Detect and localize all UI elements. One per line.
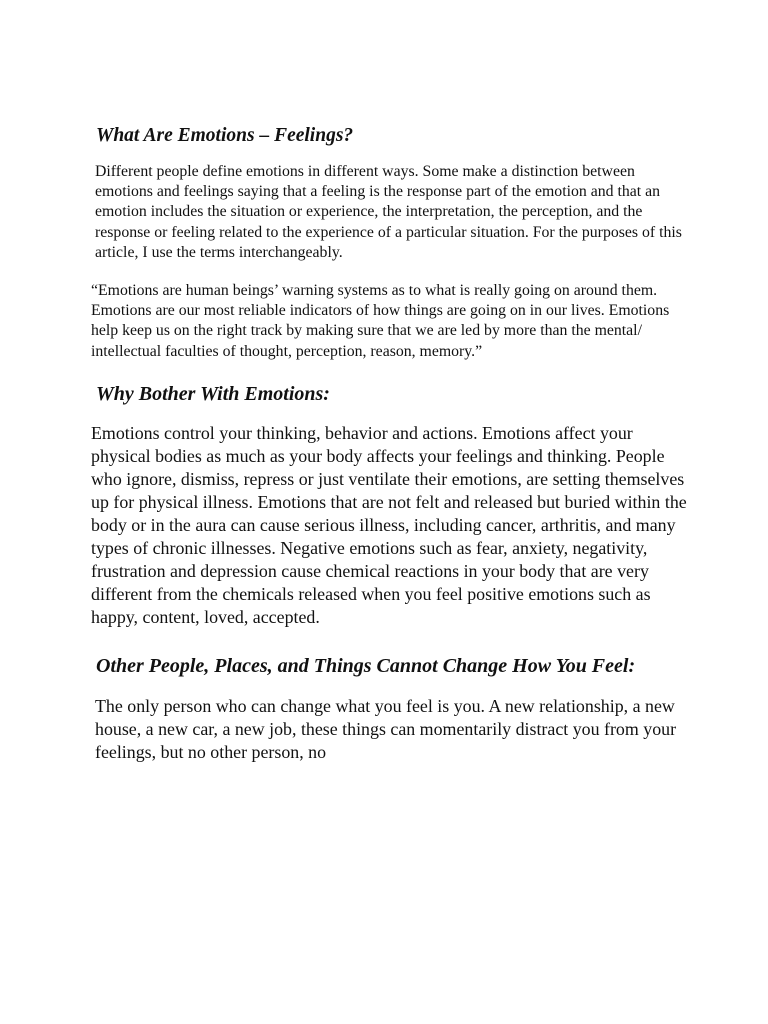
section-heading-emotions-feelings: What Are Emotions – Feelings?	[96, 125, 354, 146]
section-heading-why-bother: Why Bother With Emotions:	[96, 382, 330, 405]
paragraph-why-bother: Emotions control your thinking, behavior and actions. Emotions affect your physical bodies as much as your body affects your feelings and thinking. People who ignore, dismiss, repress or just ventilate their emotions, are setting themselves up for physical illness. Emotions that are not felt and released but buried within the body or in the aura can cause serious illness, including cancer, arthritis, and many types of chronic illnesses. Negative emotions such as fear, anxiety, negativity, frustration and depression cause chemical reactions in your body that are very different from the chemicals released when you feel positive emotions such as happy, content, loved, accepted.	[91, 422, 687, 627]
paragraph-quote: “Emotions are human beings’ warning systems as to what is really going on around them. Emotions are our most reliable indicators of how things are going on in our lives. Emotions help keep us on the right track by making sure that we are led by more than the mental/ intellectual faculties of thought, perception, reason, memory.”	[91, 282, 670, 360]
document-page	[91, 124, 691, 764]
paragraph-other-people: The only person who can change what you feel is you. A new relationship, a new house, a new car, a new job, these things can momentarily distract you from your feelings, but no other person, no	[95, 695, 677, 762]
paragraph-definition: Different people define emotions in different ways. Some make a distinction between emotions and feelings saying that a feeling is the response part of the emotion and that an emotion includes the situation or experience, the interpretation, the perception, and the response or feeling related to the experience of a particular situation. For the purposes of this article, I use the terms interchangeably.	[95, 163, 682, 261]
section-heading-other-people: Other People, Places, and Things Cannot Change How You Feel:	[96, 654, 636, 677]
